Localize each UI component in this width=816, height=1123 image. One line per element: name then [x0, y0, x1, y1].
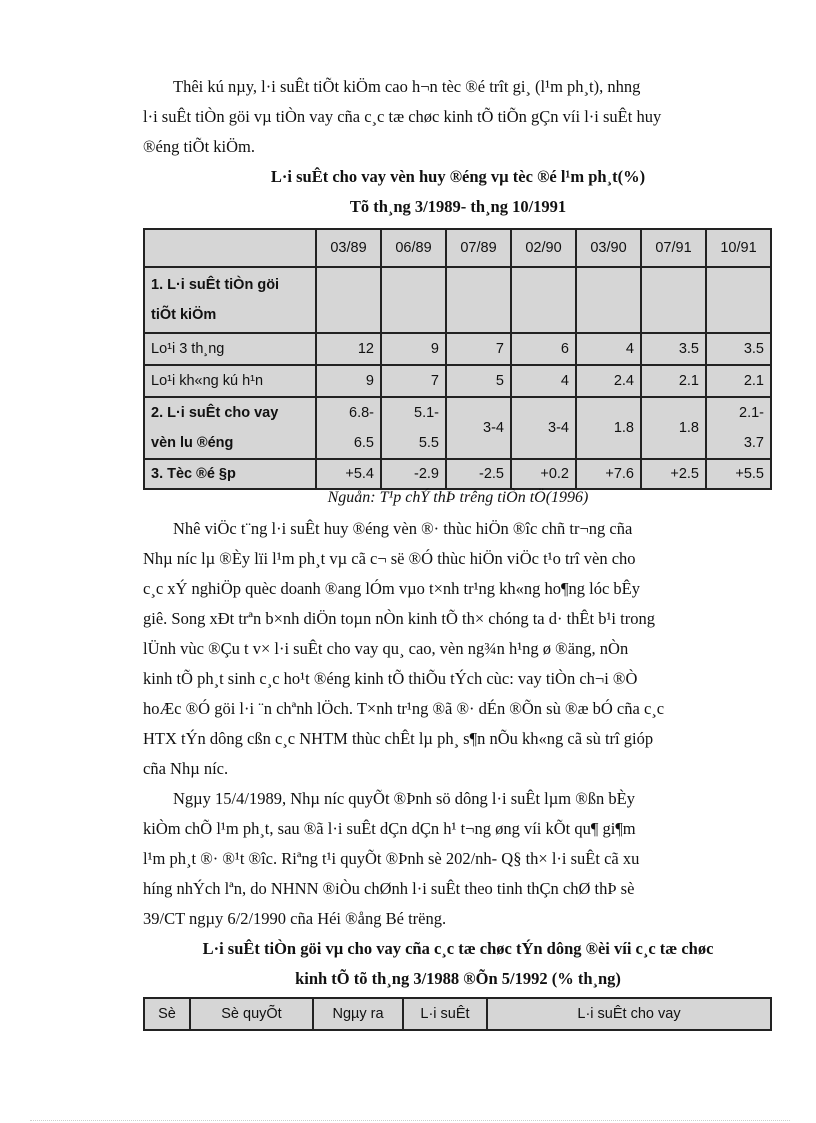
text-line-content: Nhê viÖc t¨ng l·i suÊt huy ®éng vèn ®· thùc hiÖn ®îc chñ tr¬ng cña	[173, 519, 633, 538]
text-line-content: ®éng tiÕt kiÖm.	[143, 137, 255, 156]
cell-line: 2.1-	[739, 405, 764, 421]
table-cell: 1.8	[576, 397, 641, 459]
text-line	[143, 904, 763, 934]
row-label-line: 1. L·i suÊt tiÒn göi	[151, 277, 280, 293]
table-cell: 3.5	[706, 333, 771, 365]
text-line-content: kiÒm chÕ l¹m ph¸t, sau ®ã l·i suÊt dÇn dÇn h¹ t¬ng øng víi kÕt qu¶ gi¶m	[143, 819, 636, 838]
table-row	[144, 267, 771, 333]
table2-caption-line2: kinh tÕ tõ th¸ng 3/1988 ®Õn 5/1992 (% th¸ng)	[295, 969, 621, 988]
text-line-content: kinh tÕ ph¸t sinh c¸c ho¹t ®éng kinh tÕ thiÕu tÝch cùc: vay tiÒn ch¬i ®Ò	[143, 669, 638, 688]
table-header-row	[144, 229, 771, 267]
paragraph-intro	[143, 72, 763, 162]
table-cell	[381, 397, 446, 459]
table-cell: 5	[446, 365, 511, 397]
table-cell	[706, 267, 771, 333]
text-line-content: 39/CT ngµy 6/2/1990 cña Héi ®ång Bé trëng.	[143, 909, 447, 928]
table-cell: 2.1	[641, 365, 706, 397]
table-row	[144, 333, 771, 365]
table-cell	[316, 267, 381, 333]
table-cell	[446, 267, 511, 333]
column-header: 03/90	[576, 229, 641, 267]
table-cell: 3-4	[511, 397, 576, 459]
table-cell	[641, 267, 706, 333]
column-header: 03/89	[316, 229, 381, 267]
text-line-content: Nhµ níc lµ ®Èy lïi l¹m ph¸t vµ cã c¬ së ®Ó thùc hiÖn viÖc t¹o trî vèn cho	[143, 549, 636, 568]
text-line-content: Thêi kú nµy, l·i suÊt tiÕt kiÖm cao h¬n tèc ®é trît gi¸ (l¹m ph¸t), nhng	[173, 77, 641, 96]
column-header: L·i suÊt	[403, 998, 487, 1030]
table-cell: -2.5	[446, 459, 511, 489]
table-cell: 7	[446, 333, 511, 365]
table2-caption-line1: L·i suÊt tiÒn göi vµ cho vay cña c¸c tæ chøc tÝn dông ®èi víi c¸c tæ chøc	[202, 939, 714, 958]
table-cell: 9	[316, 365, 381, 397]
table-cell	[316, 397, 381, 459]
table-cell: 12	[316, 333, 381, 365]
text-line-content: híng nhÝch lªn, do NHNN ®iÒu chØnh l·i suÊt theo tinh thÇn chØ thÞ sè	[143, 879, 635, 898]
text-line-content: l¹m ph¸t ®· ®¹t ®îc. Riªng t¹i quyÕt ®Þnh sè 202/nh- Q§ th× l·i suÊt cã xu	[143, 849, 640, 868]
text-line	[143, 724, 763, 754]
text-line-content: hoÆc ®Ó göi l·i ¨n chªnh lÖch. T×nh tr¹ng ®ã ®· dÉn ®Õn sù ®æ bÓ cña c¸c	[143, 699, 665, 718]
table-cell: 6	[511, 333, 576, 365]
table-cell: 9	[381, 333, 446, 365]
row-label: Lo¹i 3 th¸ng	[144, 333, 316, 365]
row-label-line: 2. L·i suÊt cho vay	[151, 405, 279, 421]
column-header: 07/91	[641, 229, 706, 267]
text-line-content: lÜnh vùc ®Çu t v× l·i suÊt cho vay qu¸ cao, vèn ng¾n h¹ng ø ®äng, nÒn	[143, 639, 629, 658]
table-cell: +0.2	[511, 459, 576, 489]
table-corner-cell	[144, 229, 316, 267]
text-line	[143, 754, 763, 784]
table-cell: 2.4	[576, 365, 641, 397]
text-line	[143, 574, 763, 604]
text-line-content: giê. Song xÐt trªn b×nh diÖn toµn nÒn kinh tÕ th× chóng ta d· thÊt b¹i trong	[143, 609, 655, 628]
cell-line: 6.8-	[349, 405, 374, 421]
table-cell: 2.1	[706, 365, 771, 397]
table-cell: 7	[381, 365, 446, 397]
text-line-content: cña Nhµ níc.	[143, 759, 229, 778]
table-cell: -2.9	[381, 459, 446, 489]
text-line-content: Ngµy 15/4/1989, Nhµ níc quyÕt ®Þnh sö dông l·i suÊt lµm ®ßn bÈy	[173, 789, 635, 808]
page-bottom-divider	[30, 1120, 790, 1121]
table-cell	[511, 267, 576, 333]
row-label: 3. Tèc ®é §p	[144, 459, 316, 489]
column-header: Ngµy ra	[313, 998, 403, 1030]
deposit-lending-table	[143, 997, 772, 1031]
column-header: Sè quyÕt	[190, 998, 313, 1030]
text-line	[143, 694, 763, 724]
table-row	[144, 365, 771, 397]
text-line	[143, 634, 763, 664]
cell-line: 5.1-	[414, 405, 439, 421]
paragraph-policy	[143, 784, 763, 934]
table-row	[144, 459, 771, 489]
column-header: L·i suÊt cho vay	[487, 998, 771, 1030]
table-cell	[706, 397, 771, 459]
table-cell	[381, 267, 446, 333]
text-line	[143, 132, 763, 162]
column-header: 02/90	[511, 229, 576, 267]
table-cell: 4	[511, 365, 576, 397]
text-line	[143, 874, 763, 904]
row-label	[144, 267, 316, 333]
table1-caption-line2: Tõ th¸ng 3/1989- th¸ng 10/1991	[349, 197, 567, 216]
column-header: 07/89	[446, 229, 511, 267]
table1-source-note: Nguån: T¹p chÝ thÞ trêng tiÒn tÖ(1996)	[327, 489, 589, 506]
interest-rate-table	[143, 228, 772, 490]
table-cell: +7.6	[576, 459, 641, 489]
text-line	[143, 72, 763, 102]
text-line-content: c¸c xÝ nghiÖp quèc doanh ®ang lÓm vµo t×nh tr¹ng kh«ng ho¶ng lóc bÊy	[143, 579, 640, 598]
column-header: Sè	[144, 998, 190, 1030]
paragraph-analysis	[143, 514, 763, 784]
table-cell: +2.5	[641, 459, 706, 489]
table-cell: +5.5	[706, 459, 771, 489]
column-header: 10/91	[706, 229, 771, 267]
row-label-line: vèn lu ®éng	[151, 435, 234, 451]
table-cell: 3-4	[446, 397, 511, 459]
text-line-content: l·i suÊt tiÒn göi vµ tiÒn vay cña c¸c tæ chøc kinh tÕ tiÕn gÇn víi l·i suÊt huy	[143, 107, 662, 126]
column-header: 06/89	[381, 229, 446, 267]
text-line	[143, 544, 763, 574]
text-line-content: HTX tÝn dông cßn c¸c NHTM thùc chÊt lµ ph¸ s¶n nÕu kh«ng cã sù trî gióp	[143, 729, 654, 748]
table-cell: 3.5	[641, 333, 706, 365]
row-label-line: tiÕt kiÖm	[151, 307, 217, 323]
row-label	[144, 397, 316, 459]
text-line	[143, 664, 763, 694]
table-cell: 1.8	[641, 397, 706, 459]
table1-caption-line1: L·i suÊt cho vay vèn huy ®éng vµ tèc ®é l¹m ph¸t(%)	[270, 167, 646, 186]
cell-line: 5.5	[418, 435, 439, 451]
table-cell	[576, 267, 641, 333]
text-line	[143, 844, 763, 874]
text-line	[143, 102, 763, 132]
table-cell: +5.4	[316, 459, 381, 489]
text-line	[143, 604, 763, 634]
cell-line: 3.7	[743, 435, 764, 451]
table-header-row	[144, 998, 771, 1030]
text-line	[143, 814, 763, 844]
row-label: Lo¹i kh«ng kú h¹n	[144, 365, 316, 397]
table-row	[144, 397, 771, 459]
text-line	[143, 514, 763, 544]
cell-line: 6.5	[353, 435, 374, 451]
table-cell: 4	[576, 333, 641, 365]
text-line	[143, 784, 763, 814]
